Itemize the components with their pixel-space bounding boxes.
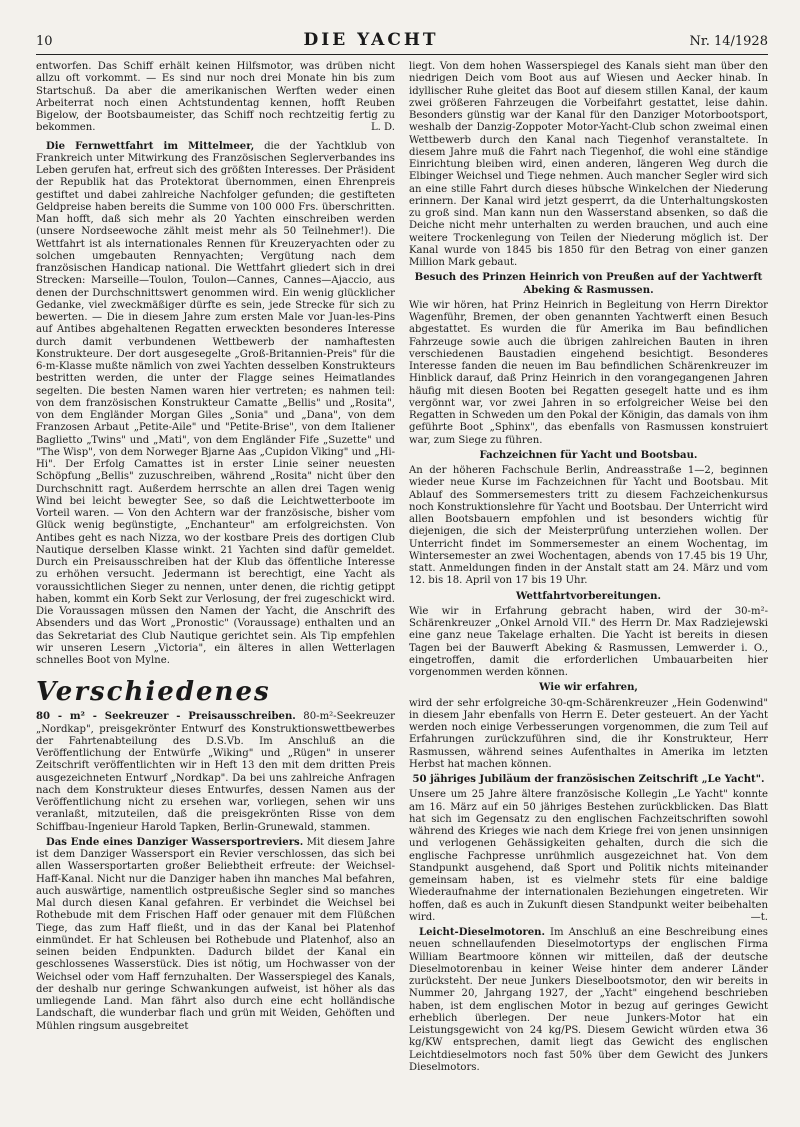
section-heading: Verschiedenes	[36, 677, 271, 708]
article-lead: Das Ende eines Danziger Wassersportreviers.	[46, 836, 304, 848]
article-lead: Leicht-Dieselmotoren.	[419, 927, 546, 938]
article-columns	[36, 61, 768, 1116]
article-danzig: Das Ende eines Danziger Wassersportreviers. Mit diesem Jahre ist dem Danziger Wassersport ein Revier verschlossen, das sich bei allen Wassersportarten großer Beliebtheit erfreute: der Weichsel-Haff-Kanal. Nicht nur die Danziger haben ihn manches Mal befahren, auch auswärtige, namentlich ostpreußische Segler sind so manches Mal durch diesen Kanal gefahren. Er verbindet die Weichsel bei Rothebude mit dem Frischen Haff oder genauer mit dem Flüßchen Tiege, das zum Haff fließt, und in das der Kanal bei Platenhof einmündet. Er hat Schleusen bei Rothebude und Platenhof, also an seinen beiden Endpunkten. Dadurch bildet der Kanal ein geschlossenes Wasserstück. Dies ist nötig, um Hochwasser von der Weichsel oder vom Haff fernzuhalten. Der Wasserspiegel des Kanals, der deshalb nur geringe Schwankungen aufweist, ist höher als das umliegende Land. Man fährt also durch eine echt holländische Landschaft, die wunderbar flach und grün mit Weiden, Gehöften und Mühlen ringsum ausgebreitet	[36, 836, 395, 1032]
magazine-title: DIE YACHT	[303, 30, 439, 50]
header-rule	[36, 54, 768, 55]
article-continuation: entworfen. Das Schiff erhält keinen Hilfsmotor, was drüben nicht allzu oft vorkommt. — Es sind nur noch drei Monate hin bis zum Startschuß. Da aber die amerikanischen Werften weder einen Arbeiterrat noch einen Achtstundentag kennen, hofft Reuben Bigelow, der Bootsbaumeister, das Schiff noch rechtzeitig fertig zu bekommen. L. D.	[36, 61, 395, 134]
author-signature: L. D.	[370, 122, 395, 134]
author-signature: —t.	[750, 911, 768, 923]
running-head	[36, 30, 768, 52]
article-prinz-heinrich: Wie wir hören, hat Prinz Heinrich in Begleitung von Herrn Direktor Wagenführ, Bremen, der oben genannten Yachtwerft einen Besuch abgestattet. Es wurden die für Amerika im Bau befindlichen Fahrzeuge sowie auch die übrigen zahlreichen Bauten in ihren verschiedenen Baustadien eingehend besichtigt. Besonderes Interesse fanden die neuen im Bau befindlichen Schärenkreuzer im Hinblick darauf, daß Prinz Heinrich in den vorangegangenen Jahren häufig mit diesen Booten bei Regatten gesegelt hatte und es ihm vergönnt war, vor zwei Jahren in so erfolgreicher Weise bei den Regatten in Schweden um den Pokal der Königin, das damals von ihm geführte Boot „Sphinx", das ebenfalls von Rasmussen konstruiert war, zum Siege zu führen.	[409, 299, 768, 446]
article-lead: Die Fernwettfahrt im Mittelmeer,	[46, 140, 255, 152]
right-column	[409, 61, 768, 1116]
article-heading: Fachzeichnen für Yacht und Bootsbau.	[479, 449, 698, 461]
article-heading: Wettfahrtvorbereitungen.	[515, 590, 662, 602]
article-danzig-continued: liegt. Von dem hohen Wasserspiegel des Kanals sieht man über den niedrigen Deich vom Boot aus auf Wiesen und Aecker hinab. In idyllischer Ruhe gleitet das Boot auf diesem stillen Kanal, der kaum zwei größeren Fahrzeugen die Vorbeifahrt gestattet, leise dahin. Besonders günstig war der Kanal für den Danziger Motorbootsport, weshalb der Danzig-Zoppoter Motor-Yacht-Club schon zweimal einen Wettbewerb durch den Kanal nach Tiegenhof veranstaltete. In diesem Jahre muß die Fahrt nach Tiegenhof, die wohl eine ständige Einrichtung bleiben wird, einen anderen, längeren Weg durch die Elbinger Weichsel und Tiege nehmen. Auch mancher Segler wird sich an eine stille Fahrt durch dieses hübsche Winkelchen der Niederung erinnern. Der Kanal wird jetzt gesperrt, da die Unterhaltungskosten zu groß sind. Man kann nun den Wasserstand absenken, so daß die Deiche nicht mehr unterhalten zu werden brauchen, und auch eine weitere Trockenlegung von Teilen der Niederung möglich ist. Der Kanal wurde von 1845 bis 1850 für den Betrag von einer ganzen Million Mark gebaut.	[409, 61, 768, 268]
article-heading: Besuch des Prinzen Heinrich von Preußen auf der Yachtwerft Abeking & Rasmussen.	[414, 272, 763, 296]
article-seekreuzer: 80 - m² - Seekreuzer - Preisausschreiben. 80-m²-Seekreuzer „Nordkap", preisgekrönter Entwurf des Konstruktionswettbewerbes der Fahrtenabteilung des D.S.Vb. Im Anschluß an die Veröffentlichung der Entwürfe „Wiking" und „Rügen" in unserer Zeitschrift veröffentlichten wir in Heft 13 den mit dem dritten Preis ausgezeichneten Entwurf „Nordkap". Da bei uns zahlreiche Anfragen nach dem Konstrukteur dieses Entwurfes, dessen Namen aus der Veröffentlichung nicht zu ersehen war, vorliegen, sehen wir uns veranlaßt, mitzuteilen, daß die preisgekrönten Risse von dem Schiffbau-Ingenieur Harold Tapken, Berlin-Grunewald, stammen.	[36, 711, 395, 833]
article-le-yacht: Unsere um 25 Jahre ältere französische Kollegin „Le Yacht" konnte am 16. März auf ein 50 jähriges Bestehen zurückblicken. Das Blatt hat sich im Gegensatz zu den englischen Fachzeitschriften sowohl während des Krieges wie nach dem Kriege frei von jenen unsinnigen und verlogenen Gehässigkeiten gehalten, durch die sich die englische Fachpresse unrühmlich ausgezeichnet hat. Von dem Standpunkt ausgehend, daß Sport und Politik nichts miteinander gemeinsam haben, ist es vielmehr stets für eine baldige Wiederaufnahme der internationalen Beziehungen eingetreten. Wir hoffen, daß es auch in Zukunft diesen Standpunkt weiter beibehalten wird. —t.	[409, 789, 768, 923]
issue-number: Nr. 14/1928	[689, 34, 768, 49]
article-wettfahrt: Wie wir in Erfahrung gebracht haben, wird der 30-m²-Schärenkreuzer „Onkel Arnold VII." des Herrn Dr. Max Radziejewski eine ganz neue Takelage erhalten. Die Yacht ist bereits in diesen Tagen bei der Bauwerft Abeking & Rasmussen, Lemwerder i. O., eingetroffen, damit die erforderlichen Umbauarbeiten hier vorgenommen werden können.	[409, 605, 768, 678]
article-fachzeichnen: An der höheren Fachschule Berlin, Andreasstraße 1—2, beginnen wieder neue Kurse im Fachzeichnen für Yacht und Bootsbau. Mit Ablauf des Sommersemesters tritt zu diesem Fachzeichenkursus noch Konstruktionslehre für Yacht und Bootsbau. Der Unterricht wird allen Bootsbauern empfohlen und ist besonders wichtig für diejenigen, die sich der Meisterprüfung unterziehen wollen. Der Unterricht findet im Sommersemester an einem Wochentag, im Wintersemester an zwei Wochentagen, abends von 17.45 bis 19 Uhr, statt. Anmeldungen finden in der Anstalt statt am 24. März und vom 12. bis 18. April von 17 bis 19 Uhr.	[409, 465, 768, 587]
page-number: 10	[36, 34, 53, 49]
article-lead: 80 - m² - Seekreuzer - Preisausschreiben.	[36, 711, 296, 723]
left-column	[36, 61, 395, 1116]
article-hein-godenwind: wird der sehr erfolgreiche 30-qm-Schärenkreuzer „Hein Godenwind" in diesem Jahr ebenfalls von Herrn E. Deter gesteuert. An der Yacht werden noch einige Verbesserungen vorgenommen, die zum Teil auf Erfahrungen zurückzuführen sind, die ihr Konstrukteur, Herr Rasmussen, während seines Aufenthaltes in Amerika im letzten Herbst hat machen können.	[409, 697, 768, 770]
article-heading: 50 jähriges Jubiläum der französischen Zeitschrift „Le Yacht".	[412, 774, 765, 785]
article-fernwettfahrt: Die Fernwettfahrt im Mittelmeer, die der Yachtklub von Frankreich unter Mitwirkung des Französischen Seglerverbandes ins Leben gerufen hat, erfreut sich des größten Interesses. Der Präsident der Republik hat das Protektorat übernommen, einen Ehrenpreis gestiftet und dabei zahlreiche Nachfolger gefunden; die gestifteten Geldpreise haben bereits die Summe von 100 000 Frs. überschritten. Man hofft, daß sich mehr als 20 Yachten einschreiben werden (unsere Nordseewoche zählt meist mehr als 50 Teilnehmer!). Die Wettfahrt ist als internationales Rennen für Kreuzeryachten oder zu solchen umgebauten Rennyachten; Vergütung nach dem französischen Handicap national. Die Wettfahrt gliedert sich in drei Strecken: Marseille—Toulon, Toulon—Cannes, Cannes—Ajaccio, aus denen der Durchschnittswert genommen wird. Ein wenig glücklicher Gedanke, viel zweckmäßiger dürfte es sein, jede Strecke für sich zu bewerten. — Die in diesem Jahre zum ersten Male vor Juan-les-Pins auf Antibes abgehaltenen Regatten erweckten besonderes Interesse durch damit verbundenen Wettbewerb der namhaftesten Konstrukteure. Der dort ausgesegelte „Groß-Britannien-Preis" für die 6-m-Klasse mußte nämlich von zwei Yachten desselben Konstrukteurs bestritten werden, die unter der Flagge seines Heimatlandes segelten. Die besten Namen waren hier vertreten; es nahmen teil: von dem französischen Konstrukteur Camatte „Bellis" und „Rosita", von dem Engländer Morgan Giles „Sonia" und „Dana", von dem Franzosen Arbaut „Petite-Aile" und "Petite-Brise", von dem Italiener Baglietto „Twins" und „Mati", von dem Engländer Fife „Suzette" und "The Wisp", von dem Norweger Bjarne Aas „Cupidon Viking" und „Hi-Hi". Der Erfolg Camattes ist in erster Linie seiner neuesten Schöpfung „Bellis" zuzuschreiben, während „Rosita" nicht über den Durchschnitt ragt. Außerdem herrschte an allen drei Tagen wenig Wind bei leicht bewegter See, so daß die Leichtwetterboote im Vorteil waren. — Von den Achtern war der französische, bisher vom Glück wenig begünstigte, „Enchanteur" am erfolgreichsten. Von Antibes geht es nach Nizza, wo der kostbare Preis des dortigen Club Nautique derselben Klasse winkt. 21 Yachten sind dafür gemeldet. Durch ein Preisausschreiben hat der Klub das öffentliche Interesse zu erhöhen versucht. Jedermann ist berechtigt, eine Yacht als voraussichtlichen Sieger zu nennen, unter denen, die richtig getippt haben, kommt ein Korb Sekt zur Verlosung, der frei zugeschickt wird. Die Voraussagen müssen den Namen der Yacht, die Anschrift des Absenders und das Wort „Pronostic" (Voraussage) enthalten und an das Sekretariat des Club Nautique gerichtet sein. Als Tip empfehlen wir unseren Lesern „Victoria", ein älteres in allen Wetterlagen schnelles Boot von Mylne.	[36, 140, 395, 666]
article-heading: Wie wir erfahren,	[539, 682, 638, 694]
article-dieselmotoren: Leicht-Dieselmotoren. Im Anschluß an eine Beschreibung eines neuen schnellaufenden Dieselmotortyps der englischen Firma William Beartmoore können wir mitteilen, daß der deutsche Dieselmotorenbau in keiner Weise hinter dem anderer Länder zurücksteht. Der neue Junkers Dieselbootsmotor, den wir bereits in Nummer 20, Jahrgang 1927, der „Yacht" eingehend beschrieben haben, ist dem englischen Motor in bezug auf geringes Gewicht erheblich überlegen. Der neue Junkers-Motor hat ein Leistungsgewicht von 24 kg/PS. Diesem Gewicht würden etwa 36 kg/KW entsprechen, damit liegt das Gewicht des englischen Leichtdieselmotors noch fast 50% über dem Gewicht des Junkers Dieselmotors.	[409, 927, 768, 1073]
